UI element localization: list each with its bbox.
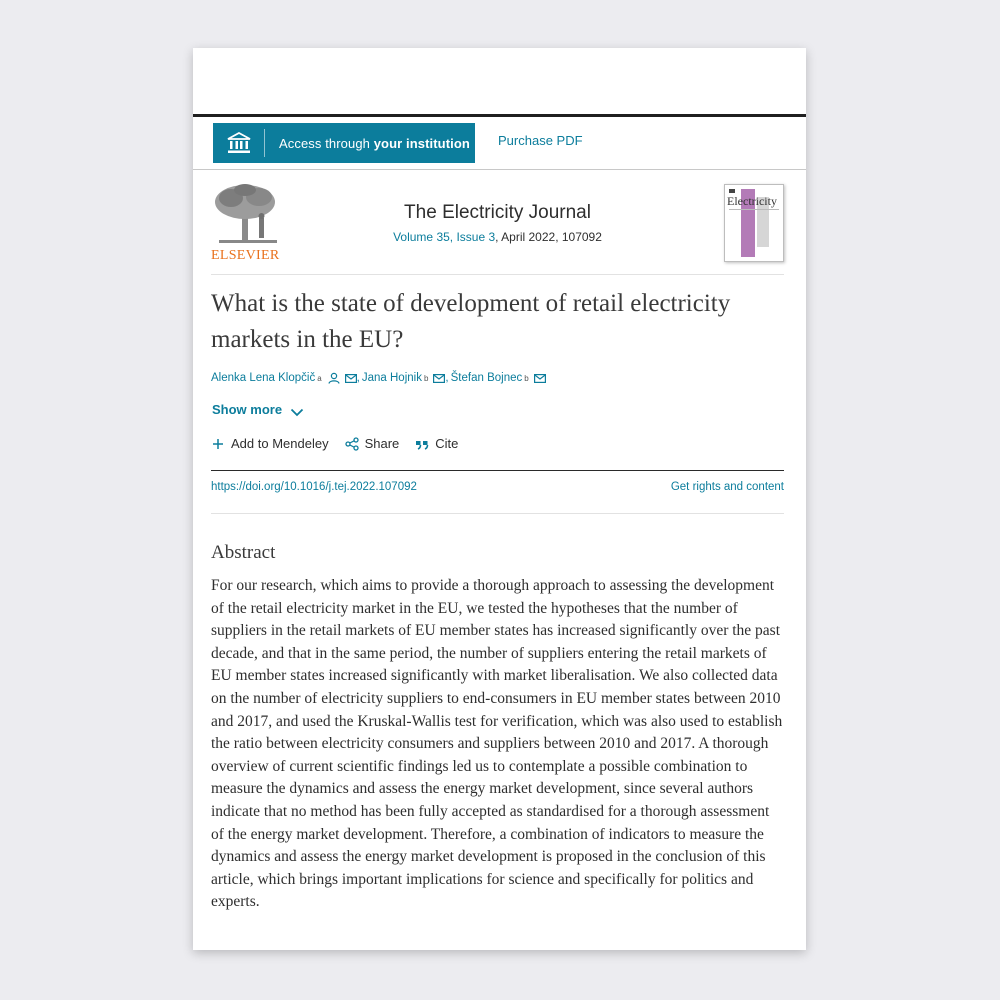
chevron-down-icon [290, 405, 304, 415]
affiliation-mark: b [524, 373, 529, 383]
author-link[interactable]: Štefan Bojnec [450, 372, 523, 384]
access-bar [193, 117, 806, 170]
purchase-pdf-link[interactable]: Purchase PDF [498, 133, 583, 148]
share-icon [345, 437, 359, 451]
email-icon[interactable] [433, 374, 445, 383]
show-more-label: Show more [212, 402, 283, 417]
author-separator: , [356, 372, 360, 384]
add-to-mendeley-button[interactable] [211, 436, 329, 451]
affiliation-mark: b [423, 373, 429, 383]
cite-label: Cite [435, 436, 459, 451]
author-link[interactable]: Jana Hojnik [361, 372, 422, 384]
share-button[interactable] [345, 436, 400, 451]
elsevier-wordmark: ELSEVIER [211, 248, 280, 263]
plus-icon [211, 437, 225, 451]
journal-header [211, 182, 784, 275]
email-icon[interactable] [345, 374, 357, 383]
actions-divider [211, 470, 784, 471]
abstract-text: For our research, which aims to provide a thorough approach to assessing the development of the retail electricity market in the EU, we tested the hypotheses that the number of suppliers in the retail markets of EU member states has increased significantly over the past decade, and that in the same period, the number of suppliers entering the retail markets of EU member states increased significantly with market liberalisation. We also collected data on the number of electricity suppliers to end-consumers in EU member states between 2010 and 2017, and used the Kruskal-Wallis test for verification, which was also used to establish the ratio between electricity consumers and suppliers between 2010 and 2017. A thorough overview of current scientific findings led us to contemplate a possible combination to measure the dynamics and assess the energy market development, since several authors indicate that no method has been fully accepted as standardised for a thorough assessment of the energy market development. Therefore, a combination of indicators to measure the dynamics and assess the energy market development is proposed in the conclusion of this article, which brings important implications for science and specifically for politics and experts. [211, 577, 783, 911]
institution-icon [213, 129, 265, 157]
journal-date-ref: , April 2022, 107092 [495, 230, 602, 244]
doi-divider [211, 513, 784, 514]
mendeley-label: Add to Mendeley [231, 436, 329, 451]
author-separator: , [445, 372, 449, 384]
article-title: What is the state of development of retail electricity markets in the EU? [211, 290, 731, 353]
journal-title[interactable]: The Electricity Journal [404, 202, 591, 223]
rights-link[interactable]: Get rights and content [670, 481, 784, 493]
cite-button[interactable] [415, 436, 458, 451]
author-link[interactable]: Alenka Lena Klopčič [211, 372, 316, 384]
journal-volume-info [211, 230, 784, 244]
access-label: Access through your institution [279, 135, 470, 151]
abstract-heading: Abstract [211, 542, 276, 563]
email-icon[interactable] [534, 374, 546, 383]
affiliation-mark: a [317, 373, 322, 383]
author-list [211, 372, 546, 384]
cover-title-text: Electricity [727, 194, 777, 208]
volume-issue-link[interactable]: Volume 35, Issue 3 [393, 230, 496, 244]
access-institution-button[interactable] [213, 123, 475, 163]
show-more-button[interactable] [212, 402, 304, 417]
doi-link[interactable]: https://doi.org/10.1016/j.tej.2022.107092 [211, 481, 417, 493]
journal-cover-thumbnail[interactable] [724, 184, 784, 262]
quote-icon [415, 437, 429, 451]
share-label: Share [364, 436, 400, 451]
article-card [193, 48, 806, 950]
person-icon[interactable] [328, 372, 340, 384]
article-actions [211, 436, 474, 451]
